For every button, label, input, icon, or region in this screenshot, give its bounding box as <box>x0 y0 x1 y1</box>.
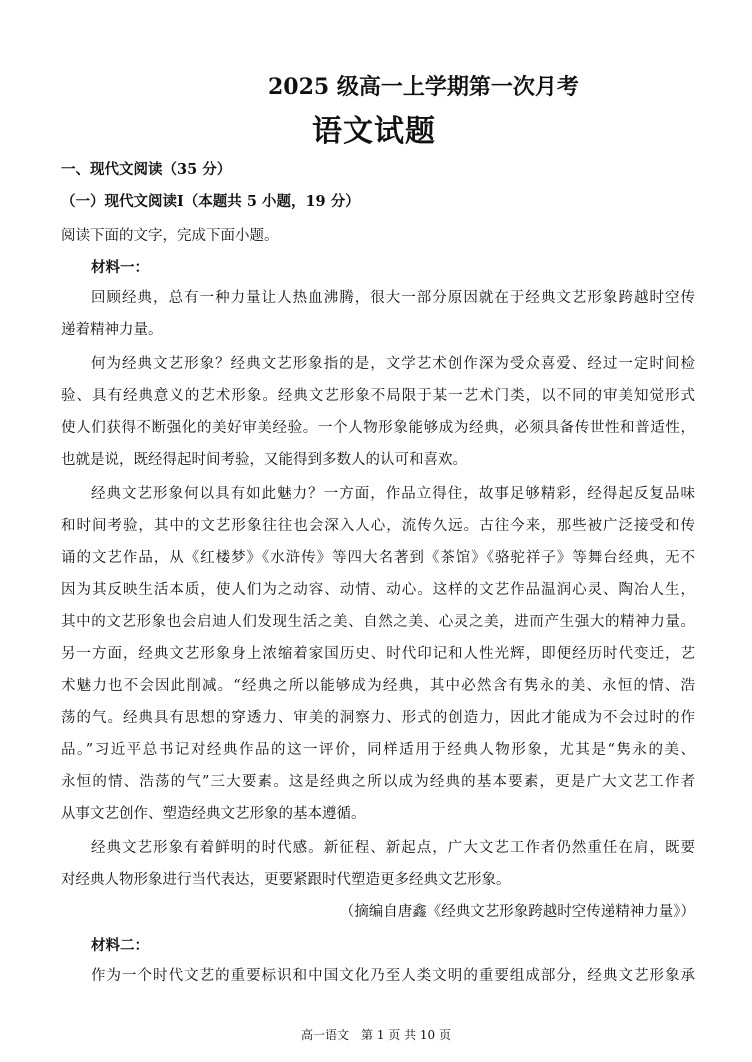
paragraph-line: 作为一个时代文艺的重要标识和中国文化乃至人类文明的重要组成部分，经典文艺形象承 <box>91 968 695 984</box>
exam-title: 2025 级高一上学期第一次月考 <box>268 74 579 100</box>
paragraph-line: 诵的文艺作品，从《红楼梦》《水浒传》等四大名著到《茶馆》《骆驼祥子》等舞台经典，无不 <box>61 550 695 566</box>
paragraph-line: 经典文艺形象有着鲜明的时代感。新征程、新起点，广大文艺工作者仍然重任在肩，既要 <box>91 840 695 856</box>
exam-subject-title: 语文试题 <box>312 114 436 149</box>
section-heading: 一、现代文阅读（35 分） <box>61 161 232 178</box>
section-subheading: （一）现代文阅读Ⅰ（本题共 5 小题，19 分） <box>61 193 360 210</box>
paragraph-line: 递着精神力量。 <box>61 322 163 338</box>
paragraph-line: 术魅力也不会因此削减。“经典之所以能够成为经典，其中必然含有隽永的美、永恒的情、浩 <box>61 678 695 694</box>
paragraph-line: 荡的气。经典具有思想的穿透力、审美的洞察力、形式的创造力，因此才能成为不会过时的作 <box>61 710 695 726</box>
paragraph-line: 验、具有经典意义的艺术形象。经典文艺形象不局限于某一艺术门类，以不同的审美知觉形式 <box>61 388 695 404</box>
page-footer: 高一语文 第 1 页 共 10 页 <box>301 1028 451 1042</box>
paragraph-line: 因为其反映生活本质，使人们为之动容、动情、动心。这样的文艺作品温润心灵、陶冶人生， <box>61 582 695 598</box>
paragraph-line: 何为经典文艺形象？经典文艺形象指的是，文学艺术创作深为受众喜爱、经过一定时间检 <box>91 356 695 372</box>
material2-label: 材料二： <box>91 937 149 954</box>
paragraph-line: 对经典人物形象进行当代表达，更要紧跟时代塑造更多经典文艺形象。 <box>61 872 511 888</box>
paragraph-line: 和时间考验，其中的文艺形象往往也会深入人心，流传久远。古往今来，那些被广泛接受和传 <box>61 518 695 534</box>
paragraph-line: 使人们获得不断强化的美好审美经验。一个人物形象能够成为经典，必须具备传世性和普适性， <box>61 420 695 436</box>
paragraph-line: 永恒的情、浩荡的气”三大要素。这是经典之所以成为经典的基本要素，更是广大文艺工作者 <box>61 774 695 790</box>
material1-label: 材料一： <box>91 259 149 276</box>
paragraph-line: 品。”习近平总书记对经典作品的这一评价，同样适用于经典人物形象，尤其是“隽永的美、 <box>61 742 695 758</box>
source-citation: （摘编自唐鑫《经典文艺形象跨越时空传递精神力量》） <box>339 904 695 920</box>
paragraph-line: 另一方面，经典文艺形象身上浓缩着家国历史、时代印记和人性光辉，即便经历时代变迁，艺 <box>61 646 695 662</box>
paragraph-line: 其中的文艺形象也会启迪人们发现生活之美、自然之美、心灵之美，进而产生强大的精神力量。 <box>61 614 695 630</box>
paragraph-line: 经典文艺形象何以具有如此魅力？一方面，作品立得住，故事足够精彩，经得起反复品味 <box>91 486 695 502</box>
reading-instruction: 阅读下面的文字，完成下面小题。 <box>61 228 279 244</box>
paragraph-line: 从事文艺创作、塑造经典文艺形象的基本遵循。 <box>61 806 366 822</box>
paragraph-line: 也就是说，既经得起时间考验，又能得到多数人的认可和喜欢。 <box>61 452 467 468</box>
paragraph-line: 回顾经典，总有一种力量让人热血沸腾，很大一部分原因就在于经典文艺形象跨越时空传 <box>91 290 695 306</box>
